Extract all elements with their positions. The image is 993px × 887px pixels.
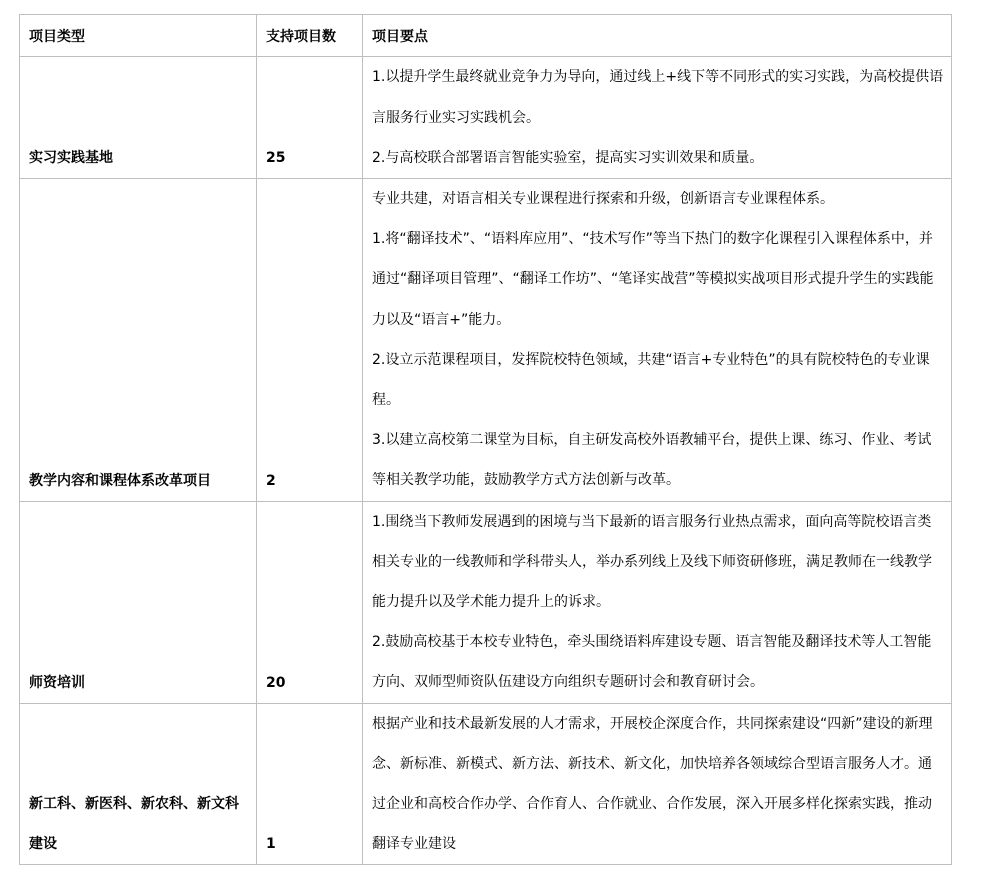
key-point-paragraph: 1.围绕当下教师发展遇到的困境与当下最新的语言服务行业热点需求，面向高等院校语言类相关专业的一线教师和学科带头人，举办系列线上及线下师资研修班，满足教师在一线教学能力提升以及学术能力提升上的诉求。: [372, 513, 932, 611]
header-supported-count: 支持项目数: [257, 15, 363, 57]
table-row: [20, 501, 952, 703]
project-count-cell: 2: [257, 179, 363, 502]
key-point-paragraph: 1.将“翻译技术”、“语料库应用”、“技术写作”等当下热门的数字化课程引入课程体系中，并通过“翻译项目管理”、“翻译工作坊”、“笔译实战营”等模拟实战项目形式提升学生的实践能力以及“语言+”能力。: [372, 231, 934, 328]
project-count-cell: 20: [257, 501, 363, 703]
key-points-cell: [363, 57, 952, 179]
project-count-cell: 1: [257, 703, 363, 865]
project-count-cell: 25: [257, 57, 363, 179]
key-point-paragraph: 专业共建，对语言相关专业课程进行探索和升级，创新语言专业课程体系。: [372, 191, 834, 207]
key-points-cell: [363, 501, 952, 703]
table-row: [20, 57, 952, 179]
header-project-type: 项目类型: [20, 15, 257, 57]
project-table: [19, 14, 952, 865]
header-key-points: 项目要点: [363, 15, 952, 57]
project-type-cell: 师资培训: [20, 501, 257, 703]
key-point-paragraph: 2.与高校联合部署语言智能实验室，提高实习实训效果和质量。: [372, 149, 764, 166]
table-row: [20, 179, 952, 502]
key-point-paragraph: 2.鼓励高校基于本校专业特色，牵头围绕语料库建设专题、语言智能及翻译技术等人工智能方向、双师型师资队伍建设方向组织专题研讨会和教育研讨会。: [372, 634, 932, 691]
key-points-cell: [363, 703, 952, 865]
project-type-cell: 教学内容和课程体系改革项目: [20, 179, 257, 502]
header-row: [20, 15, 952, 57]
key-point-paragraph: 1.以提升学生最终就业竞争力为导向，通过线上+线下等不同形式的实习实践，为高校提供语言服务行业实习实践机会。: [372, 69, 944, 126]
project-type-cell: 新工科、新医科、新农科、新文科建设: [20, 703, 257, 865]
key-point-paragraph: 根据产业和技术最新发展的人才需求，开展校企深度合作，共同探索建设“四新”建设的新理念、新标准、新模式、新方法、新技术、新文化，加快培养各领域综合型语言服务人才。通过企业和高校合作办学、合作育人、合作就业、合作发展，深入开展多样化探索实践，推动翻译专业建设: [372, 715, 933, 853]
key-points-cell: [363, 179, 952, 502]
project-type-cell: 实习实践基地: [20, 57, 257, 179]
table-row: [20, 703, 952, 865]
key-point-paragraph: 3.以建立高校第二课堂为目标，自主研发高校外语教辅平台，提供上课、练习、作业、考试等相关教学功能，鼓励教学方式方法创新与改革。: [372, 432, 932, 489]
key-point-paragraph: 2.设立示范课程项目，发挥院校特色领域，共建“语言+专业特色”的具有院校特色的专业课程。: [372, 351, 930, 409]
